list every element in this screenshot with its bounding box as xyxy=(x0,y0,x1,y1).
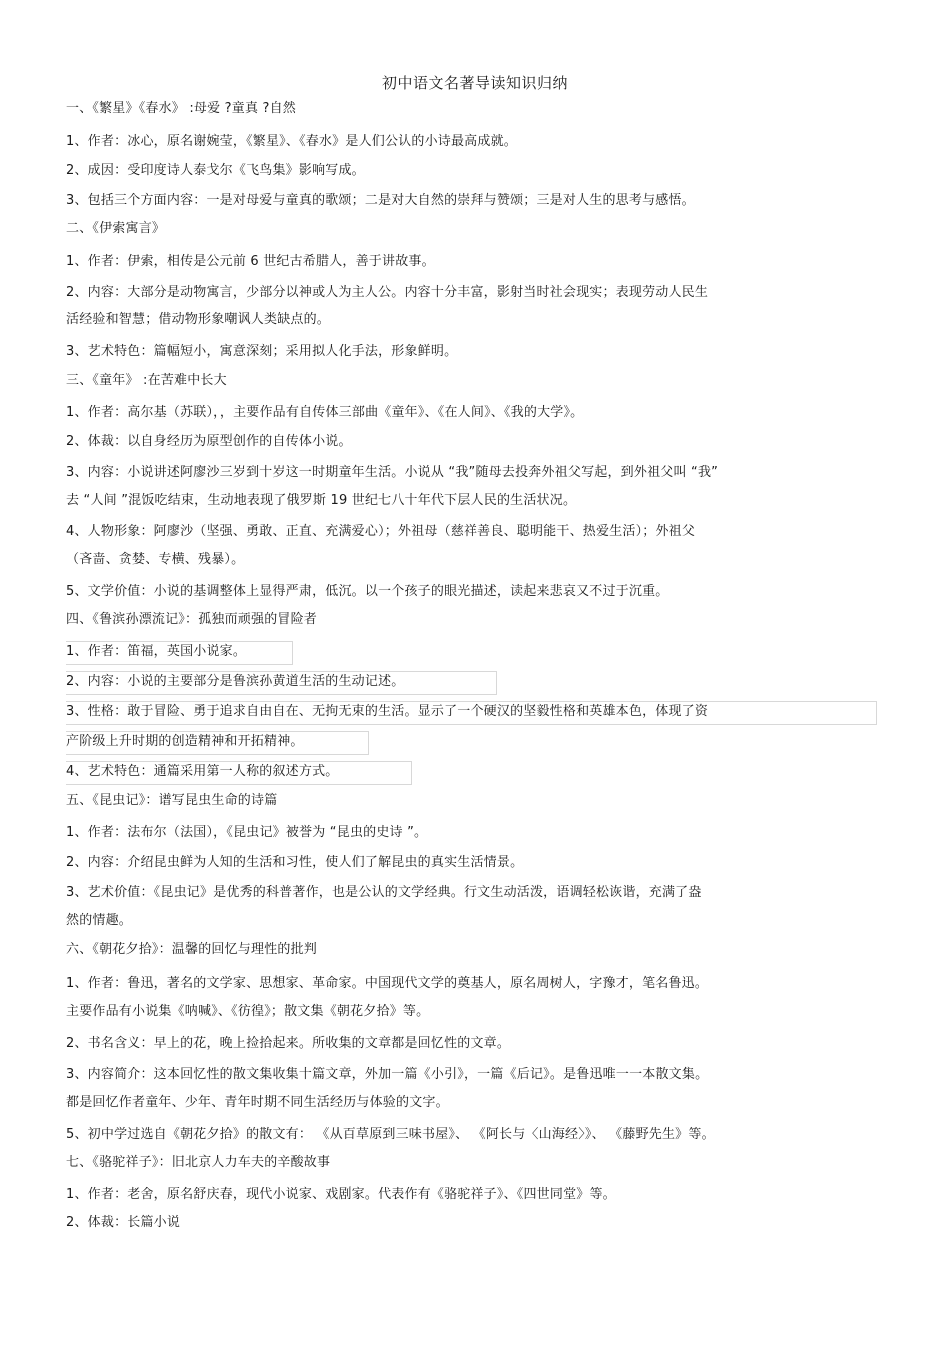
text-line: 2、内容：介绍昆虫鲜为人知的生活和习性，使人们了解昆虫的真实生活情景。 xyxy=(66,855,524,870)
text-line: 3、内容：小说讲述阿廖沙三岁到十岁这一时期童年生活。小说从 “我”随母去投奔外祖父写起，到外祖父叫 “我” xyxy=(66,465,719,480)
text-line: 1、作者：冰心，原名谢婉莹，《繁星》、《春水》是人们公认的小诗最高成就。 xyxy=(66,134,517,149)
section-heading: 二、《伊索寓言》 xyxy=(66,221,166,236)
text-line: 1、作者：笛福，英国小说家。 xyxy=(66,644,247,659)
text-line: 1、作者：老舍，原名舒庆春，现代小说家、戏剧家。代表作有《骆驼祥子》、《四世同堂》等。 xyxy=(66,1187,616,1202)
text-line: 1、作者：鲁迅，著名的文学家、思想家、革命家。中国现代文学的奠基人，原名周树人，字豫才，笔名鲁迅。 xyxy=(66,976,709,991)
text-line: 4、人物形象：阿廖沙（坚强、勇敢、正直、充满爱心）；外祖母（慈祥善良、聪明能干、热爱生活）；外祖父 xyxy=(66,524,696,539)
text-line: 2、书名含义：早上的花，晚上捡拾起来。所收集的文章都是回忆性的文章。 xyxy=(66,1036,511,1051)
text-line: （吝啬、贪婪、专横、残暴）。 xyxy=(66,552,245,567)
text-line: 5、初中学过选自《朝花夕拾》的散文有： 《从百草原到三味书屋》、 《阿长与〈山海经〉》、 《藤野先生》等。 xyxy=(66,1127,715,1142)
text-line: 2、体裁：长篇小说 xyxy=(66,1215,181,1230)
section-heading: 六、《朝花夕拾》：温馨的回忆与理性的批判 xyxy=(66,942,318,957)
text-line: 2、体裁：以自身经历为原型创作的自传体小说。 xyxy=(66,434,352,449)
text-line: 3、包括三个方面内容：一是对母爱与童真的歌颂；二是对大自然的崇拜与赞颂；三是对人生的思考与感悟。 xyxy=(66,193,695,208)
text-line: 3、艺术价值：《昆虫记》是优秀的科普著作，也是公认的文学经典。行文生动活泼，语调轻松诙谐，充满了盎 xyxy=(66,885,702,900)
text-line: 活经验和智慧；借动物形象嘲讽人类缺点的。 xyxy=(66,312,331,327)
text-line: 3、艺术特色：篇幅短小，寓意深刻；采用拟人化手法，形象鲜明。 xyxy=(66,344,458,359)
section-heading: 四、《鲁滨孙漂流记》：孤独而顽强的冒险者 xyxy=(66,612,318,627)
text-line: 1、作者：伊索，相传是公元前 6 世纪古希腊人，善于讲故事。 xyxy=(66,254,435,269)
text-line: 去 “人间 ”混饭吃结束，生动地表现了俄罗斯 19 世纪七八十年代下层人民的生活状况。 xyxy=(66,493,577,508)
text-line: 3、内容简介：这本回忆性的散文集收集十篇文章，外加一篇《小引》，一篇《后记》。是鲁迅唯一一本散文集。 xyxy=(66,1067,709,1082)
text-line: 都是回忆作者童年、少年、青年时期不同生活经历与体验的文字。 xyxy=(66,1095,449,1110)
section-heading: 五、《昆虫记》：谱写昆虫生命的诗篇 xyxy=(66,793,278,808)
page-title: 初中语文名著导读知识归纳 xyxy=(381,74,568,92)
section-heading: 一、《繁星》《春水》 :母爱 ?童真 ?自然 xyxy=(66,101,296,116)
text-line: 2、内容：小说的主要部分是鲁滨孙黄道生活的生动记述。 xyxy=(66,674,405,689)
text-line: 1、作者：高尔基（苏联），，主要作品有自传体三部曲《童年》、《在人间》、《我的大学》。 xyxy=(66,405,584,420)
text-line: 5、文学价值：小说的基调整体上显得严肃，低沉。以一个孩子的眼光描述，读起来悲哀又不过于沉重。 xyxy=(66,584,669,599)
text-line: 4、艺术特色：通篇采用第一人称的叙述方式。 xyxy=(66,764,339,779)
section-heading: 三、《童年》 :在苦难中长大 xyxy=(66,373,227,388)
text-line: 然的情趣。 xyxy=(66,913,133,928)
text-line: 主要作品有小说集《呐喊》、《彷徨》；散文集《朝花夕拾》等。 xyxy=(66,1004,430,1019)
text-line: 1、作者：法布尔（法国），《昆虫记》被誉为 “昆虫的史诗 ”。 xyxy=(66,825,428,840)
text-line: 产阶级上升时期的创造精神和开拓精神。 xyxy=(66,734,304,749)
text-line: 2、成因：受印度诗人泰戈尔《飞鸟集》影响写成。 xyxy=(66,163,365,178)
section-heading: 七、《骆驼祥子》：旧北京人力车夫的辛酸故事 xyxy=(66,1155,331,1170)
text-line: 2、内容：大部分是动物寓言，少部分以神或人为主人公。内容十分丰富，影射当时社会现实；表现劳动人民生 xyxy=(66,285,709,300)
text-line: 3、性格：敢于冒险、勇于追求自由自在、无拘无束的生活。显示了一个硬汉的坚毅性格和英雄本色，体现了资 xyxy=(66,704,709,719)
